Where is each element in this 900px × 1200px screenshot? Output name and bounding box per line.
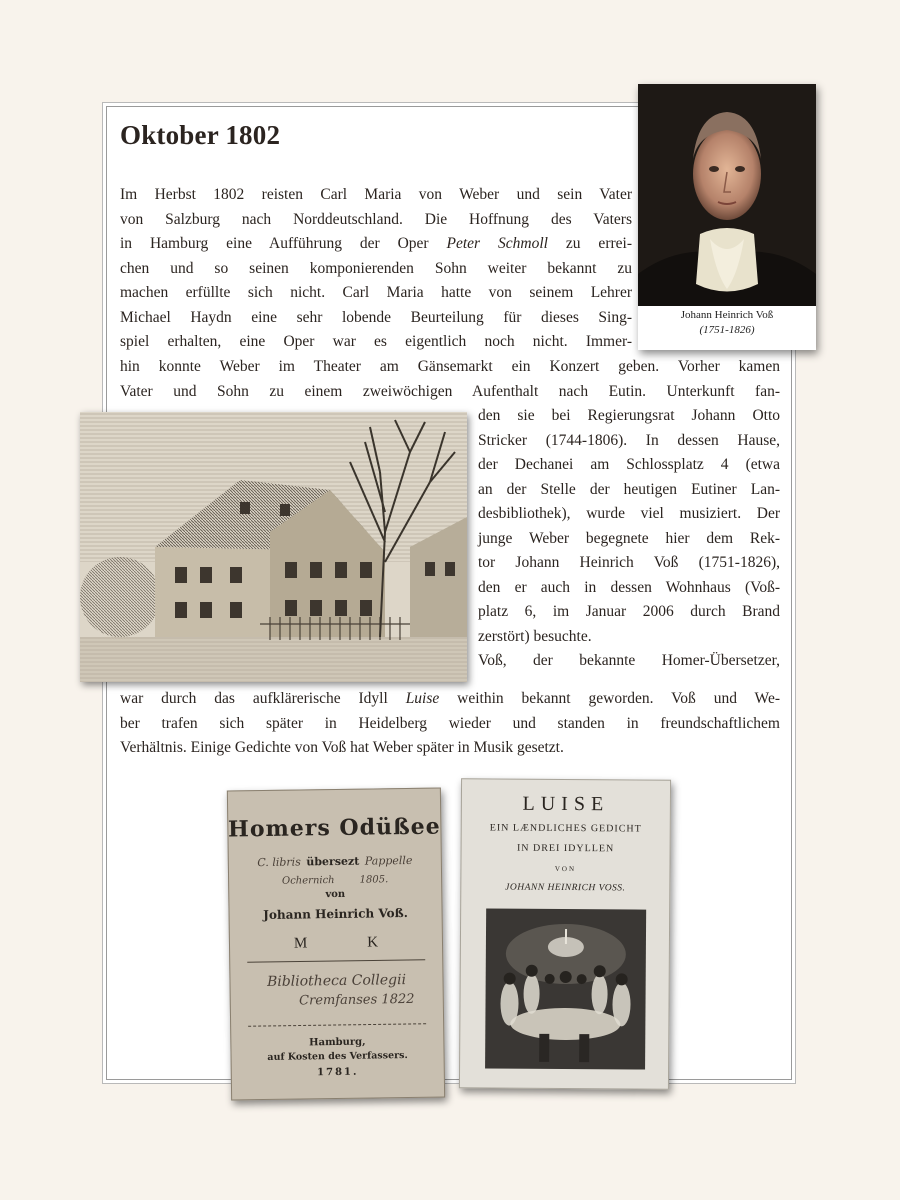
text-line: Verhältnis. Einige Gedichte von Voß hat Weber später in Musik gesetzt. bbox=[120, 739, 564, 756]
book1-stamp-line-2: Cremfanses 1822 bbox=[299, 991, 415, 1009]
portrait-caption bbox=[638, 308, 816, 338]
text-line: platz 6, im Januar 2006 durch Brand bbox=[478, 603, 780, 620]
text-line: spiel erhalten, eine Oper war es eigentlich noch nicht. Immer- bbox=[120, 333, 632, 350]
text-line: an der Stelle der heutigen Eutiner Lan- bbox=[478, 480, 780, 498]
text-line: den sie bei Regierungsrat Johann Otto bbox=[478, 407, 780, 424]
book1-title: Homers Odüßee bbox=[227, 813, 441, 843]
book1-hand-a: C. libris bbox=[257, 855, 301, 870]
book-luise-title-page bbox=[459, 778, 671, 1089]
text-line: der Dechanei am Schlossplatz 4 (etwa bbox=[478, 456, 780, 473]
book1-mark-k: K bbox=[367, 934, 379, 951]
book1-von: von bbox=[325, 888, 346, 901]
italic-title: Luise bbox=[405, 690, 440, 707]
text-line: Voß, der bekannte Homer-Übersetzer, bbox=[478, 652, 780, 669]
text-line bbox=[120, 232, 632, 257]
text-segment: weithin bekannt geworden. Voß und We- bbox=[439, 690, 780, 707]
book1-marks bbox=[229, 934, 443, 954]
book1-publisher: auf Kosten des Verfassers. bbox=[267, 1050, 408, 1063]
portrait-dates: (1751-1826) bbox=[699, 324, 755, 336]
text-line: junge Weber begegnete hier dem Rek- bbox=[478, 529, 780, 547]
text-line bbox=[120, 687, 780, 712]
book2-von: VON bbox=[554, 864, 577, 874]
text-line: Michael Haydn eine sehr lobende Beurteilung für dieses Sing- bbox=[120, 308, 632, 326]
book1-year: 1781. bbox=[317, 1066, 359, 1079]
engraving-dechanei-image bbox=[80, 412, 467, 682]
portrait-name: Johann Heinrich Voß bbox=[680, 309, 774, 321]
text-segment: zu errei- bbox=[547, 235, 632, 252]
book1-hand-d: 1805. bbox=[359, 874, 389, 886]
text-line: hin konnte Weber im Theater am Gänsemarkt ein Konzert geben. Vorher kamen bbox=[120, 358, 780, 375]
book-odyssey-title-page bbox=[227, 788, 445, 1101]
book1-place: Hamburg, bbox=[309, 1036, 366, 1049]
portrait-voss-image bbox=[638, 84, 816, 306]
text-line: von Salzburg nach Norddeutschland. Die Hoffnung des Vaters bbox=[120, 210, 632, 228]
page-title: Oktober 1802 bbox=[120, 120, 281, 150]
book2-title: LUISE bbox=[522, 792, 610, 816]
text-segment: war durch das aufklärerische Idyll bbox=[120, 690, 406, 707]
text-line: chen und so seinen komponierenden Sohn weiter bekannt zu bbox=[120, 259, 632, 277]
italic-title: Peter Schmoll bbox=[446, 235, 548, 252]
text-line: machen erfüllte sich nicht. Carl Maria hatte von seinem Lehrer bbox=[120, 284, 632, 301]
text-line: Stricker (1744-1806). In dessen Hause, bbox=[478, 431, 780, 449]
book1-line-a: übersezt bbox=[306, 854, 360, 869]
text-segment: in Hamburg eine Aufführung der Oper bbox=[120, 235, 447, 252]
paragraph-hamburg bbox=[120, 355, 780, 404]
text-line: Vater und Sohn zu einem zweiwöchigen Aufenthalt nach Eutin. Unterkunft fan- bbox=[120, 382, 780, 400]
book1-author: Johann Heinrich Voß. bbox=[263, 905, 408, 923]
text-line: Im Herbst 1802 reisten Carl Maria von Weber und sein Vater bbox=[120, 186, 632, 203]
book2-subtitle-2: IN DREI IDYLLEN bbox=[516, 842, 615, 855]
paragraph-luise bbox=[120, 687, 780, 761]
text-line: den er auch in dessen Wohnhaus (Voß- bbox=[478, 578, 780, 596]
book1-stamp-line-1: Bibliotheca Collegii bbox=[266, 972, 407, 990]
paragraph-eutin bbox=[478, 404, 780, 674]
text-line: tor Johann Heinrich Voß (1751-1826), bbox=[478, 554, 780, 571]
book2-subtitle-1: EIN LÆNDLICHES GEDICHT bbox=[489, 822, 642, 835]
book1-hand-c: Pappelle bbox=[364, 853, 413, 868]
book1-mark-m: M bbox=[293, 935, 308, 952]
text-line: ber trafen sich später in Heidelberg wieder und standen in freundschaftlichem bbox=[120, 714, 780, 732]
portrait-card bbox=[638, 84, 816, 350]
book2-author: JOHANN HEINRICH VOSS. bbox=[505, 882, 626, 894]
book1-hand-b: Ochernich bbox=[281, 875, 335, 887]
text-line: zerstört) besuchte. bbox=[478, 627, 592, 645]
text-line: desbibliothek), wurde viel musiziert. Der bbox=[478, 505, 780, 522]
paragraph-intro bbox=[120, 183, 632, 355]
